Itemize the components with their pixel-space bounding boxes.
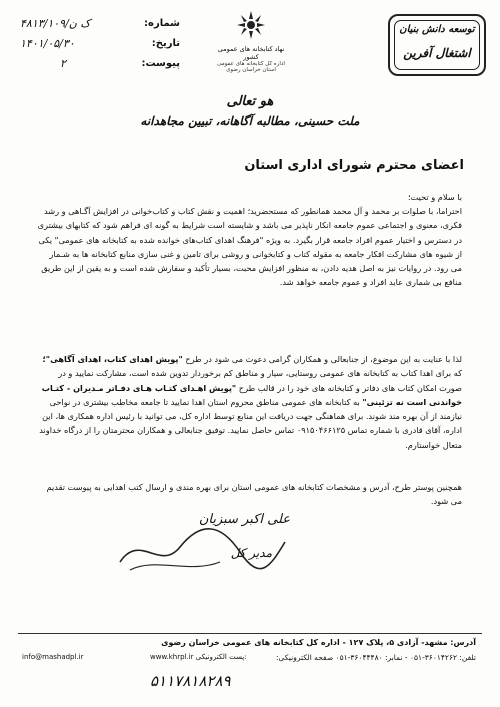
p2-part-3: به کتابخانه های عمومی مناطق محروم استان اهدا نمایید تا جامعه مخاطب بیشتری در نواحی نیازمند از آن بهره مند شوند. برای هماهنگی جهت دریافت این منابع توسط اداره کل، می توانید با رئیس اداره همکاری ها، این اداره، آقای قادری با شماره تماس ۰۹۱۵۰۴۶۶۱۲۵ تماس حاصل نمایید. توفیق جنابعالی و همکاران محترمتان را از درگاه خداوند متعال خواستارم. xyxy=(39,396,462,450)
meta-date-row xyxy=(20,34,180,54)
letter-meta xyxy=(20,14,180,74)
handwritten-number: ۵۱۱۷۸۱۸۲۸۹ xyxy=(150,672,231,690)
footer-website[interactable] xyxy=(150,653,247,661)
signature-block xyxy=(100,512,290,582)
signer-name: علی اکبر سبزیان xyxy=(198,512,290,527)
email-label: پست الکترونیکی: xyxy=(195,653,247,661)
date-label: تاریخ: xyxy=(151,38,180,49)
p2-part-1: لذا با عنایت به این موضوع، از جنابعالی و همکاران گرامی دعوت می شود در طرح xyxy=(182,354,462,364)
logo-org-sub: اداره کل کتابخانه های عمومی استان خراسان رضوی xyxy=(217,61,285,73)
salutation: با سلام و تحیت؛ xyxy=(407,192,462,202)
signature-scribble-icon xyxy=(100,512,290,582)
logo-org-name: نهاد کتابخانه های عمومی کشور xyxy=(217,45,285,61)
paragraph-3 xyxy=(36,480,462,509)
addressee: اعضای محترم شورای اداری استان xyxy=(244,158,464,173)
basmala: هو تعالی xyxy=(226,94,274,109)
number-label: شماره: xyxy=(144,18,180,29)
paragraph-1 xyxy=(36,204,462,290)
website-link[interactable]: www.khrpl.ir xyxy=(150,653,194,661)
footer-email[interactable]: info@mashadpl.ir xyxy=(22,653,84,661)
paragraph-2-text xyxy=(36,352,462,452)
meta-attachment-row xyxy=(20,54,180,74)
attachment-value: ۲ xyxy=(60,57,66,70)
campaign-title-2: "پویش اهـدای کتـاب هـای دفـاتر مـدیران - کتـاب خواندنی است نه تزئینی" xyxy=(41,382,462,407)
paragraph-2 xyxy=(36,352,462,452)
number-value: ۴۸۱۳/۱۰۹/ک ن xyxy=(20,17,91,30)
footer-phones-text: تلفن: ۳۶۰۱۴۲۶۲-۰۵۱ - نمابر: ۳۶۰۴۴۴۸۰-۰۵۱ صفحه الکترونیکی: xyxy=(275,653,476,662)
footer-divider xyxy=(18,633,482,634)
date-value: ۱۴۰۱/۰۵/۳۰ xyxy=(20,37,75,50)
p2-part-2: که برای اهدا کتاب به کتابخانه های عمومی روستایی، سیار و مناطق کم برخوردار تدوین شده است، مشارکت نمایید و در صورت امکان کتاب های دفاتر و کتابخانه های خود را در قالب طرح xyxy=(58,368,462,393)
footer-phones xyxy=(276,653,476,662)
signer-title: مدیر کل xyxy=(230,546,272,560)
org-logo xyxy=(210,10,292,73)
campaign-title-1: "پویش اهدای کتاب، اهدای آگاهی"؛ xyxy=(42,354,183,364)
paragraph-1-text: احتراما، با صلوات بر محمد و آل محمد همانطور که مستحضرید؛ اهمیت و نقش کتاب و کتاب‌خوانی در افزایش آگـاهی و رشد فکری، معنوی و اجتماعی عموم جامعه انکار ناپذیر می باشد و شایسته است شرایط به گونه ای فراهم شود که کتابهای بیشتری در دسترس و اختیار عموم افراد جامعه قرار بگیرد. به ویژه "فرهنگ اهدای کتاب‌های خوانده شده به کتابخانه های عمومی" یکی از شیوه های مشارکت افکار جامعه به مقوله کتاب و کتابخوانی و روشی برای تامین و غنی سازی منابع کتابخانه ها به شـمار می رود. در روایات نیز به اصل هدیه دادن، به منظور افزایش محبت، بسیار تأکید و سفارش شده است و به یقین از این طریق منافع بی شماری عاید افراد و عموم جامعه خواهد شد. xyxy=(37,206,462,288)
footer-address: آدرس: مشهد- آزادی ۵، پلاک ۱۲۷ - اداره کل کتابخانه های عمومی خراسان رضوی xyxy=(161,638,476,647)
book-emblem-icon xyxy=(234,10,268,40)
stamp-line-1: توسعه دانش بنیان xyxy=(399,24,475,35)
paragraph-3-text: همچنین پوستر طرح، آدرس و مشخصات کتابخانه های عمومی استان برای بهره مندی و ارسال کتب اهدایی به پیوست تقدیم می شود. xyxy=(46,482,462,507)
year-slogan: ملت حسینی، مطالبه آگاهانه، تبیین مجاهدانه xyxy=(140,114,360,128)
attachment-label: پیوست: xyxy=(141,58,180,69)
stamp-line-2: اشتغال آفرین xyxy=(403,46,471,60)
meta-number-row xyxy=(20,14,180,34)
slogan-stamp xyxy=(388,14,486,76)
